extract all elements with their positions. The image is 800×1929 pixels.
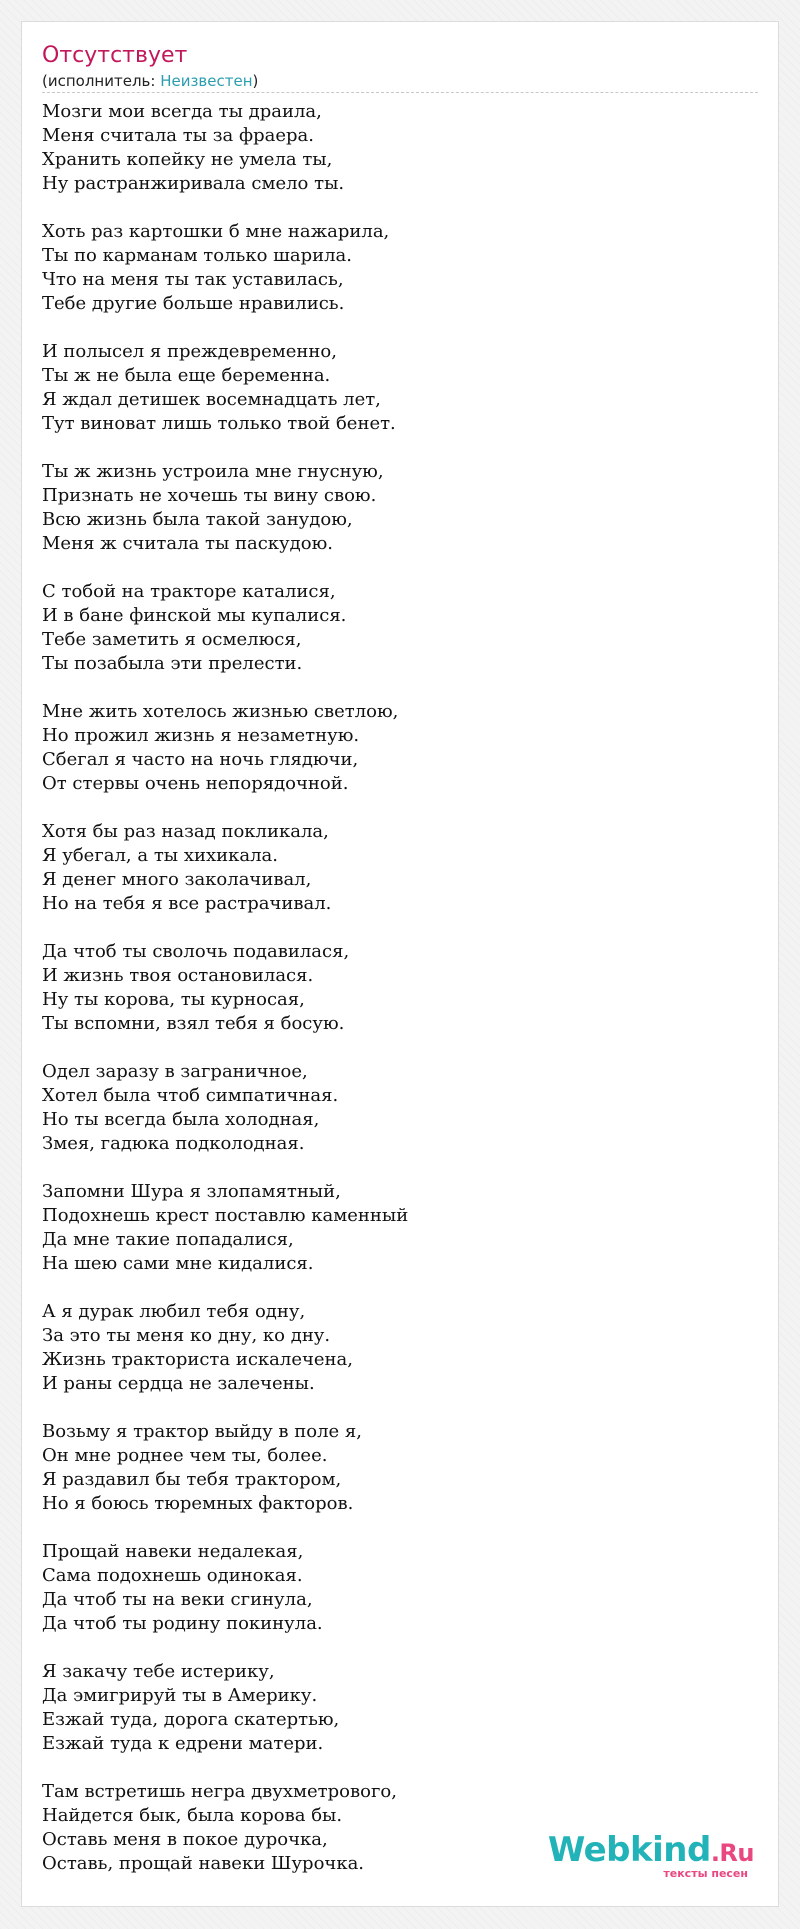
- lyric-line: Я убегал, а ты хихикала.: [42, 845, 279, 866]
- lyric-line: Возьму я трактор выйду в поле я,: [42, 1421, 363, 1442]
- stanza: [42, 1420, 742, 1516]
- lyric-line: Но я боюсь тюремных факторов.: [42, 1493, 354, 1514]
- lyrics-card: [21, 21, 779, 1907]
- lyric-line: Но на тебя я все растрачивал.: [42, 893, 332, 914]
- lyric-line: Мозги мои всегда ты драила,: [42, 101, 322, 122]
- stanza: [42, 1180, 742, 1276]
- lyric-line: Мне жить хотелось жизнью светлою,: [42, 701, 399, 722]
- artist-byline: [42, 71, 258, 91]
- lyric-line: Да чтоб ты сволочь подавилася,: [42, 941, 350, 962]
- lyric-line: Что на меня ты так уставилась,: [42, 269, 344, 290]
- lyric-line: На шею сами мне кидалися.: [42, 1253, 314, 1274]
- lyric-line: Всю жизнь была такой занудою,: [42, 509, 353, 530]
- stanza: [42, 580, 742, 676]
- lyric-line: Найдется бык, была корова бы.: [42, 1805, 343, 1826]
- lyric-line: Я закачу тебе истерику,: [42, 1661, 275, 1682]
- stanza: [42, 460, 742, 556]
- lyric-line: Тебе другие больше нравились.: [42, 293, 345, 314]
- logo-name: Webkind: [547, 1830, 711, 1870]
- lyric-line: Ты позабыла эти прелести.: [42, 653, 303, 674]
- stanza: [42, 700, 742, 796]
- lyric-line: А я дурак любил тебя одну,: [42, 1301, 306, 1322]
- lyric-line: Сама подохнешь одинокая.: [42, 1565, 303, 1586]
- byline-suffix: ): [252, 72, 259, 90]
- lyric-line: Да мне такие попадалися,: [42, 1229, 294, 1250]
- byline-prefix: (исполнитель:: [42, 72, 161, 90]
- lyric-line: Да чтоб ты на веки сгинула,: [42, 1589, 313, 1610]
- lyric-line: И жизнь твоя остановилася.: [42, 965, 314, 986]
- stanza: [42, 220, 742, 316]
- lyric-line: Жизнь тракториста искалечена,: [42, 1349, 353, 1370]
- logo-tld: .Ru: [710, 1839, 754, 1867]
- lyric-line: Запомни Шура я злопамятный,: [42, 1181, 341, 1202]
- lyric-line: Но ты всегда была холодная,: [42, 1109, 320, 1130]
- lyric-line: Да эмигрируй ты в Америку.: [42, 1685, 318, 1706]
- lyric-line: Я ждал детишек восемнадцать лет,: [42, 389, 381, 410]
- stanza: [42, 340, 742, 436]
- lyric-line: Я раздавил бы тебя трактором,: [42, 1469, 342, 1490]
- lyric-line: Оставь, прощай навеки Шурочка.: [42, 1853, 365, 1874]
- site-logo[interactable]: [548, 1832, 754, 1880]
- lyric-line: От стервы очень непорядочной.: [42, 773, 349, 794]
- lyric-line: Там встретишь негра двухметрового,: [42, 1781, 397, 1802]
- stanza: [42, 820, 742, 916]
- lyric-line: Меня ж считала ты паскудою.: [42, 533, 333, 554]
- lyric-line: Да чтоб ты родину покинула.: [42, 1613, 323, 1634]
- artist-link[interactable]: Неизвестен: [160, 72, 253, 90]
- lyric-line: Тут виноват лишь только твой бенет.: [42, 413, 396, 434]
- lyric-line: Езжай туда, дорога скатертью,: [42, 1709, 340, 1730]
- lyric-line: Хотя бы раз назад покликала,: [42, 821, 329, 842]
- lyric-line: Хоть раз картошки б мне нажарила,: [42, 221, 390, 242]
- stanza: [42, 1060, 742, 1156]
- lyric-line: Хотел была чтоб симпатичная.: [42, 1085, 339, 1106]
- lyric-line: Одел заразу в заграничное,: [42, 1061, 308, 1082]
- lyric-line: Признать не хочешь ты вину свою.: [42, 485, 377, 506]
- logo-tagline: тексты песен: [663, 1867, 748, 1880]
- lyric-line: Ну ты корова, ты курносая,: [42, 989, 305, 1010]
- lyric-line: С тобой на тракторе каталися,: [42, 581, 336, 602]
- stanza: [42, 100, 742, 196]
- lyric-line: Ты ж не была еще беременна.: [42, 365, 331, 386]
- lyric-line: Ты по карманам только шарила.: [42, 245, 353, 266]
- stanza: [42, 1540, 742, 1636]
- lyric-line: Подохнешь крест поставлю каменный: [42, 1205, 409, 1226]
- lyric-line: Ты ж жизнь устроила мне гнусную,: [42, 461, 384, 482]
- song-title: Отсутствует: [42, 43, 188, 68]
- lyric-line: Сбегал я часто на ночь глядючи,: [42, 749, 359, 770]
- lyric-line: Прощай навеки недалекая,: [42, 1541, 304, 1562]
- lyric-line: Езжай туда к едрени матери.: [42, 1733, 324, 1754]
- lyric-line: Я денег много заколачивал,: [42, 869, 312, 890]
- lyric-line: Тебе заметить я осмелюся,: [42, 629, 302, 650]
- lyric-line: Но прожил жизнь я незаметную.: [42, 725, 360, 746]
- lyric-line: Ты вспомни, взял тебя я босую.: [42, 1013, 345, 1034]
- stanza: [42, 1660, 742, 1756]
- lyrics-text: [42, 100, 742, 1900]
- lyric-line: Змея, гадюка подколодная.: [42, 1133, 305, 1154]
- lyric-line: Он мне роднее чем ты, более.: [42, 1445, 328, 1466]
- stanza: [42, 940, 742, 1036]
- lyric-line: И раны сердца не залечены.: [42, 1373, 315, 1394]
- lyric-line: За это ты меня ко дну, ко дну.: [42, 1325, 331, 1346]
- stanza: [42, 1300, 742, 1396]
- lyric-line: Меня считала ты за фраера.: [42, 125, 314, 146]
- lyric-line: И полысел я преждевременно,: [42, 341, 337, 362]
- lyric-line: Хранить копейку не умела ты,: [42, 149, 333, 170]
- lyric-line: Оставь меня в покое дурочка,: [42, 1829, 328, 1850]
- title-divider: [42, 92, 758, 93]
- lyric-line: Ну растранжиривала смело ты.: [42, 173, 345, 194]
- lyric-line: И в бане финской мы купалися.: [42, 605, 347, 626]
